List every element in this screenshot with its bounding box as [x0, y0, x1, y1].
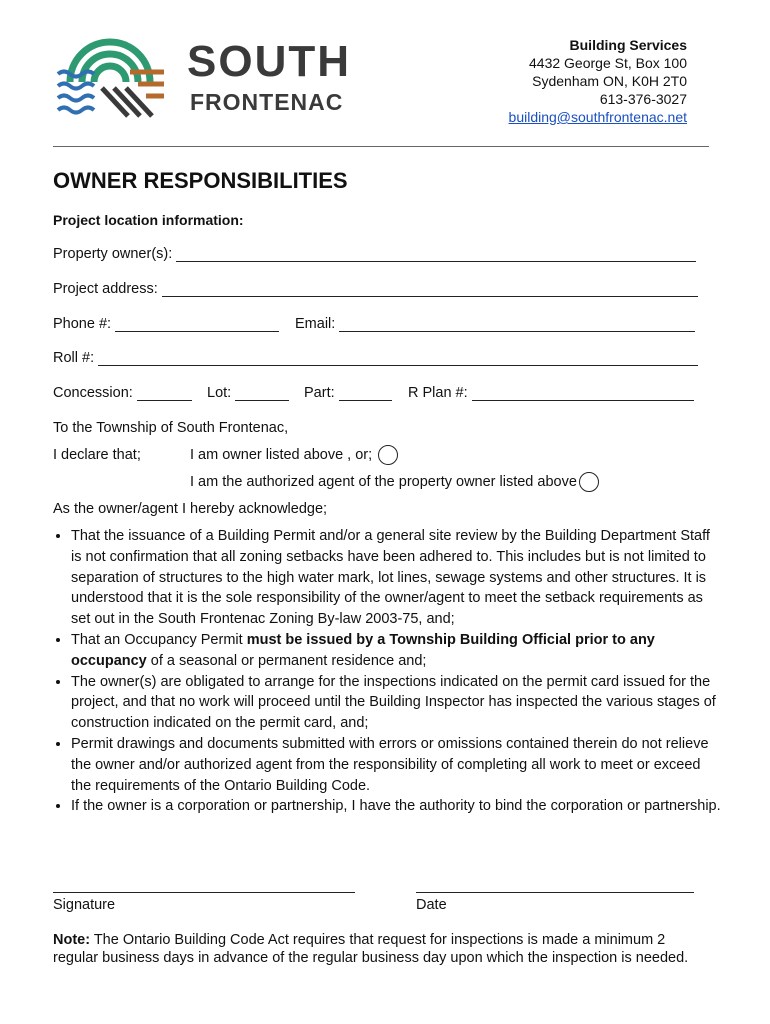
- roll-row: [53, 350, 698, 366]
- bullet-text: That an Occupancy Permit: [71, 631, 247, 648]
- email-row: [295, 316, 695, 332]
- logo-wordmark-frontenac: FRONTENAC: [190, 89, 344, 115]
- signature-label: Signature: [53, 897, 116, 913]
- to-township-line: To the Township of South Frontenac,: [53, 420, 289, 436]
- phone-field[interactable]: [115, 330, 279, 332]
- address-line-2: Sydenham ON, K0H 2T0: [532, 73, 687, 89]
- list-item: [71, 526, 721, 630]
- project-address-field[interactable]: [162, 295, 698, 297]
- bullet-text: The owner(s) are obligated to arrange for the inspections indicated on the permit card issued for the project, and that no work will proceed until the Building Inspector has inspected the various stages of construction indicated on the permit card, and;: [71, 673, 716, 732]
- bullet-bold-text: must be issued by a Township Building Official prior to any occupancy: [71, 631, 655, 669]
- owner-option: [190, 445, 398, 465]
- roll-label: Roll #:: [53, 350, 95, 366]
- signature-field[interactable]: [53, 892, 355, 893]
- lot-label: Lot:: [207, 385, 232, 401]
- bullet-text: If the owner is a corporation or partnership, I have the authority to bind the corporation or partnership.: [71, 798, 721, 815]
- part-field[interactable]: [339, 399, 392, 401]
- list-item: [71, 672, 721, 734]
- date-label: Date: [416, 897, 447, 913]
- agent-radio[interactable]: [579, 472, 599, 492]
- project-address-label: Project address:: [53, 281, 158, 297]
- email-field[interactable]: [339, 330, 695, 332]
- concession-field[interactable]: [137, 399, 192, 401]
- phone-row: [53, 316, 279, 332]
- owner-option-label: I am owner listed above , or;: [190, 447, 373, 463]
- lot-row: [207, 385, 289, 401]
- list-item: [71, 796, 721, 817]
- note-text: The Ontario Building Code Act requires that request for inspections is made a minimum 2 regular business days in advance of the regular business day upon which the inspection is needed.: [53, 932, 689, 966]
- department-name: Building Services: [569, 37, 687, 53]
- contact-block: [509, 36, 687, 126]
- lot-field[interactable]: [235, 399, 289, 401]
- declare-label: I declare that;: [53, 447, 141, 463]
- note-label: Note:: [53, 932, 91, 948]
- logo-wordmark-south: SOUTH: [187, 37, 351, 86]
- address-line-1: 4432 George St, Box 100: [529, 55, 687, 71]
- date-field[interactable]: [416, 892, 694, 893]
- part-row: [304, 385, 392, 401]
- rplan-field[interactable]: [472, 399, 694, 401]
- page-title: OWNER RESPONSIBILITIES: [53, 168, 348, 193]
- south-frontenac-logo: [56, 30, 166, 118]
- concession-label: Concession:: [53, 385, 133, 401]
- property-owner-label: Property owner(s):: [53, 246, 173, 262]
- bullet-text: That the issuance of a Building Permit and/or a general site review by the Building Department Staff is not confirmation that all zoning setbacks have been adhered to. This includes but is not limited to separation of structures to the high water mark, lot lines, sewage systems and other structures. It is understood that it is the sole responsibility of the owner/agent to meet the setback requirements as set out in the South Frontenac Zoning By-law 2003-75, and;: [71, 528, 710, 628]
- roll-field[interactable]: [98, 364, 698, 366]
- acknowledgement-list: [53, 526, 721, 817]
- email-link[interactable]: building@southfrontenac.net: [508, 109, 687, 125]
- list-item: [71, 734, 721, 796]
- concession-row: [53, 385, 192, 401]
- property-owner-row: [53, 246, 696, 262]
- owner-radio[interactable]: [378, 445, 398, 465]
- project-address-row: [53, 281, 698, 297]
- rplan-label: R Plan #:: [408, 385, 468, 401]
- bullet-text: of a seasonal or permanent residence and;: [146, 652, 427, 669]
- phone-label: Phone #:: [53, 316, 112, 332]
- part-label: Part:: [304, 385, 335, 401]
- phone-number: 613-376-3027: [599, 91, 687, 107]
- header-divider: [53, 146, 709, 147]
- agent-option-label: I am the authorized agent of the property owner listed above: [190, 474, 577, 490]
- bullet-text: Permit drawings and documents submitted with errors or omissions contained therein do not relieve the owner and/or authorized agent from the responsibility of completing all work to meet or exceed the requirements of the Ontario Building Code.: [71, 735, 709, 794]
- property-owner-field[interactable]: [176, 260, 696, 262]
- email-label: Email:: [295, 316, 336, 332]
- project-section-heading: Project location information:: [53, 212, 244, 228]
- rplan-row: [408, 385, 694, 401]
- inspection-note: [53, 931, 713, 967]
- list-item: [71, 630, 721, 672]
- agent-option: [190, 472, 599, 492]
- acknowledge-line: As the owner/agent I hereby acknowledge;: [53, 501, 328, 517]
